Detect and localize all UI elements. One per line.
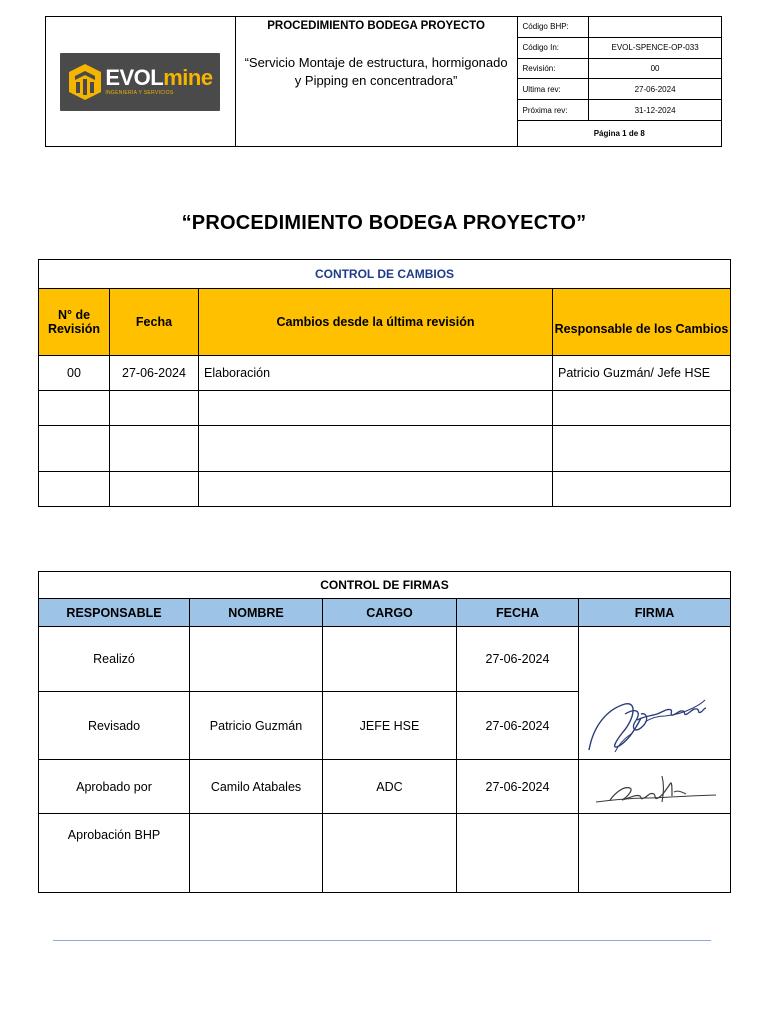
document-title: “PROCEDIMIENTO BODEGA PROYECTO” xyxy=(181,212,587,234)
signatures-cell-nombre xyxy=(190,814,323,893)
table-row xyxy=(39,472,731,507)
changes-cell-cambios: Elaboración xyxy=(199,356,553,391)
signatures-cell-cargo: ADC xyxy=(323,760,457,814)
signatures-cell-nombre: Patricio Guzmán xyxy=(190,692,323,760)
signatures-cell-responsable: Aprobación BHP xyxy=(39,814,190,893)
logo-brand-evol: EVOL xyxy=(105,65,164,90)
logo-brand-mine: mine xyxy=(163,65,213,90)
signatures-header-firma: FIRMA xyxy=(579,599,731,627)
changes-cell-responsable: Patricio Guzmán/ Jefe HSE xyxy=(553,356,731,391)
document-header xyxy=(45,16,722,147)
changes-caption: CONTROL DE CAMBIOS xyxy=(39,260,731,289)
changes-cell-revision: 00 xyxy=(39,356,110,391)
meta-label-revision: Revisión: xyxy=(517,58,589,79)
changes-cell-fecha xyxy=(110,426,199,472)
logo-mark-icon xyxy=(67,62,103,102)
meta-value-revision: 00 xyxy=(589,58,722,79)
meta-value-ultima-rev: 27-06-2024 xyxy=(589,79,722,100)
signatures-cell-fecha: 27-06-2024 xyxy=(457,692,579,760)
table-row xyxy=(39,391,731,426)
signature-cell-bhp xyxy=(579,814,731,893)
changes-cell-revision xyxy=(39,426,110,472)
changes-table xyxy=(38,259,731,507)
changes-cell-cambios xyxy=(199,391,553,426)
changes-header-responsable: Responsable de los Cambios xyxy=(553,289,731,356)
meta-label-codigo-bhp: Código BHP: xyxy=(517,17,589,38)
signatures-cell-responsable: Aprobado por xyxy=(39,760,190,814)
table-row xyxy=(39,627,731,692)
table-row xyxy=(39,356,731,391)
table-row xyxy=(39,426,731,472)
changes-cell-responsable xyxy=(553,426,731,472)
changes-cell-revision xyxy=(39,391,110,426)
changes-cell-cambios xyxy=(199,472,553,507)
meta-label-ultima-rev: Ultima rev: xyxy=(517,79,589,100)
signature-cell-aprobado xyxy=(579,760,731,814)
changes-cell-cambios xyxy=(199,426,553,472)
signatures-header-fecha: FECHA xyxy=(457,599,579,627)
meta-value-proxima-rev: 31-12-2024 xyxy=(589,100,722,121)
signatures-cell-nombre: Camilo Atabales xyxy=(190,760,323,814)
meta-value-codigo-bhp xyxy=(589,17,722,38)
handwritten-signature-icon xyxy=(590,762,720,812)
signatures-cell-nombre xyxy=(190,627,323,692)
meta-value-codigo-in: EVOL-SPENCE-OP-033 xyxy=(589,37,722,58)
logo-tagline: INGENIERÍA Y SERVICIOS xyxy=(105,90,174,96)
signatures-header-cargo: CARGO xyxy=(323,599,457,627)
changes-cell-responsable xyxy=(553,472,731,507)
handwritten-signature-icon xyxy=(585,658,725,758)
signatures-header-responsable: RESPONSABLE xyxy=(39,599,190,627)
signatures-cell-cargo: JEFE HSE xyxy=(323,692,457,760)
signatures-cell-cargo xyxy=(323,814,457,893)
changes-cell-fecha xyxy=(110,391,199,426)
changes-header-fecha: Fecha xyxy=(110,289,199,356)
logo-cell xyxy=(46,17,236,147)
changes-header-cambios: Cambios desde la última revisión xyxy=(199,289,553,356)
signatures-caption: CONTROL DE FIRMAS xyxy=(39,572,731,599)
header-title-cell xyxy=(235,17,517,147)
page-number: Página 1 de 8 xyxy=(517,120,721,146)
footer-divider xyxy=(53,940,711,941)
header-subtitle: “Servicio Montaje de estructura, hormigonado y Pipping en concentradora” xyxy=(244,55,508,88)
signatures-table xyxy=(38,571,731,893)
changes-cell-fecha: 27-06-2024 xyxy=(110,356,199,391)
changes-cell-revision xyxy=(39,472,110,507)
meta-label-proxima-rev: Próxima rev: xyxy=(517,100,589,121)
header-title: PROCEDIMIENTO BODEGA PROYECTO xyxy=(267,20,485,32)
changes-cell-responsable xyxy=(553,391,731,426)
signature-cell-revisado xyxy=(579,627,731,760)
signatures-cell-cargo xyxy=(323,627,457,692)
table-row xyxy=(39,760,731,814)
changes-header-revision: N° de Revisión xyxy=(39,289,110,356)
signatures-cell-responsable: Realizó xyxy=(39,627,190,692)
company-logo xyxy=(60,53,220,111)
signatures-cell-fecha: 27-06-2024 xyxy=(457,627,579,692)
signatures-cell-fecha: 27-06-2024 xyxy=(457,760,579,814)
meta-label-codigo-in: Código In: xyxy=(517,37,589,58)
changes-cell-fecha xyxy=(110,472,199,507)
signatures-cell-responsable: Revisado xyxy=(39,692,190,760)
table-row xyxy=(39,814,731,893)
signatures-header-nombre: NOMBRE xyxy=(190,599,323,627)
signatures-cell-fecha xyxy=(457,814,579,893)
